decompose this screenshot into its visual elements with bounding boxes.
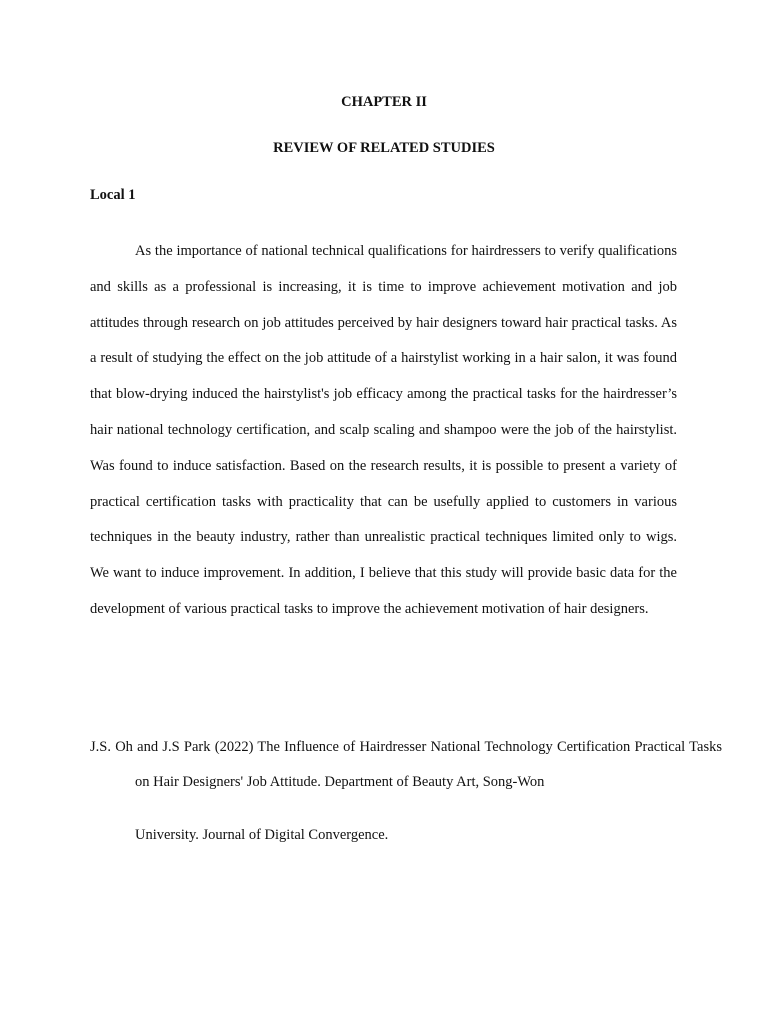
reference-citation: J.S. Oh and J.S Park (2022) The Influence of Hairdresser National Technology Certification Practical Tasks on Hair Designers' Job Attitude. Department of Beauty Art, Song-Won [90,739,722,790]
subheading-local-1: Local 1 [90,187,136,203]
section-title: REVIEW OF RELATED STUDIES [273,140,495,156]
reference-citation-continued: University. Journal of Digital Convergence. [135,827,389,843]
chapter-title: CHAPTER II [341,94,427,110]
body-paragraph: As the importance of national technical qualifications for hairdressers to verify qualifications and skills as a professional is increasing, it is time to improve achievement motivation and job attitudes through research on job attitudes perceived by hair designers toward hair practical tasks. As a result of studying the effect on the job attitude of a hairstylist working in a hair salon, it was found that blow-drying induced the hairstylist's job efficacy among the practical tasks for the hairdresser’s hair national technology certification, and scalp scaling and shampoo were the job of the hairstylist. Was found to induce satisfaction. Based on the research results, it is possible to present a variety of practical certification tasks with practicality that can be usefully applied to customers in various techniques in the beauty industry, rather than unrealistic practical techniques limited only to wigs. We want to induce improvement. In addition, I believe that this study will provide basic data for the development of various practical tasks to improve the achievement motivation of hair designers. [90,243,677,617]
